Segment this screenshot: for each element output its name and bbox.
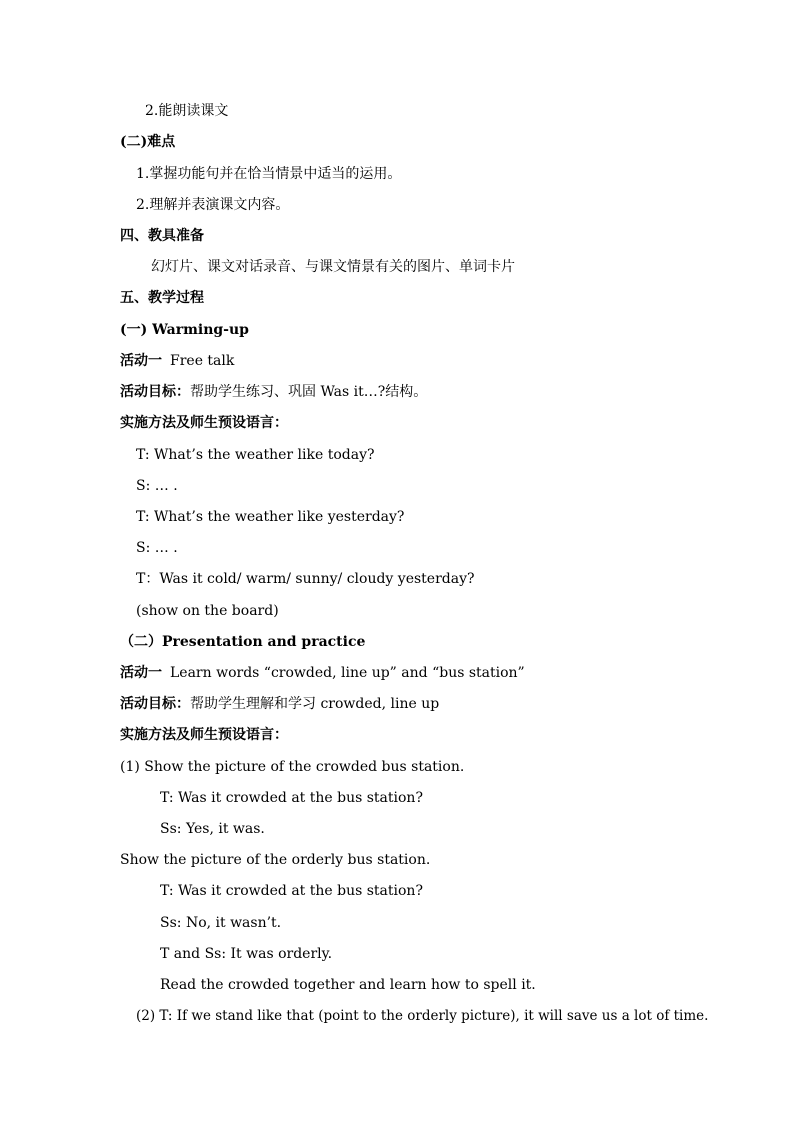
dialogue-line: Ss: No, it wasn’t. [160, 915, 282, 931]
method-heading: 实施方法及师生预设语言： [120, 727, 288, 743]
section-heading: 五、教学过程 [120, 290, 204, 306]
section-heading: (二)难点 [120, 134, 176, 150]
activity-goal-line: 活动目标：帮助学生练习、巩固 Was it…?结构。 [120, 384, 428, 400]
subsection-heading: (一) Warming-up [120, 322, 249, 338]
line-item: 2.能朗读课文 [145, 103, 229, 119]
activity-label: 活动一 [120, 665, 162, 681]
dialogue-line: T：Was it cold/ warm/ sunny/ cloudy yesterday? [136, 571, 475, 587]
step-line: Show the picture of the orderly bus station. [120, 852, 431, 868]
dialogue-line: T: What’s the weather like today? [136, 447, 375, 463]
activity-goal-label: 活动目标： [120, 384, 190, 400]
section-heading: 四、教具准备 [120, 228, 204, 244]
dialogue-line: T: Was it crowded at the bus station? [160, 883, 423, 899]
dialogue-line: S: … . [136, 540, 178, 556]
activity-label: 活动一 [120, 353, 162, 369]
subsection-heading: （二）Presentation and practice [120, 634, 366, 650]
method-heading: 实施方法及师生预设语言： [120, 415, 288, 431]
dialogue-line: Read the crowded together and learn how to spell it. [160, 977, 536, 993]
activity-line: 活动一 Learn words “crowded, line up” and “bus station” [120, 665, 525, 681]
line-item: 2.理解并表演课文内容。 [136, 197, 290, 213]
activity-goal-line: 活动目标：帮助学生理解和学习 crowded, line up [120, 696, 440, 712]
line-item: 1.掌握功能句并在恰当情景中适当的运用。 [136, 166, 402, 182]
line-item: 幻灯片、课文对话录音、与课文情景有关的图片、单词卡片 [151, 259, 515, 275]
step-line: (2) T: If we stand like that (point to the orderly picture), it will save us a lot of time. [136, 1008, 709, 1024]
activity-line: 活动一 Free talk [120, 353, 235, 369]
dialogue-line: T: Was it crowded at the bus station? [160, 790, 423, 806]
dialogue-line: (show on the board) [136, 603, 279, 619]
activity-goal-label: 活动目标： [120, 696, 190, 712]
dialogue-line: T and Ss: It was orderly. [160, 946, 333, 962]
dialogue-line: Ss: Yes, it was. [160, 821, 265, 837]
dialogue-line: T: What’s the weather like yesterday? [136, 509, 405, 525]
step-line: (1) Show the picture of the crowded bus station. [120, 759, 465, 775]
dialogue-line: S: … . [136, 478, 178, 494]
